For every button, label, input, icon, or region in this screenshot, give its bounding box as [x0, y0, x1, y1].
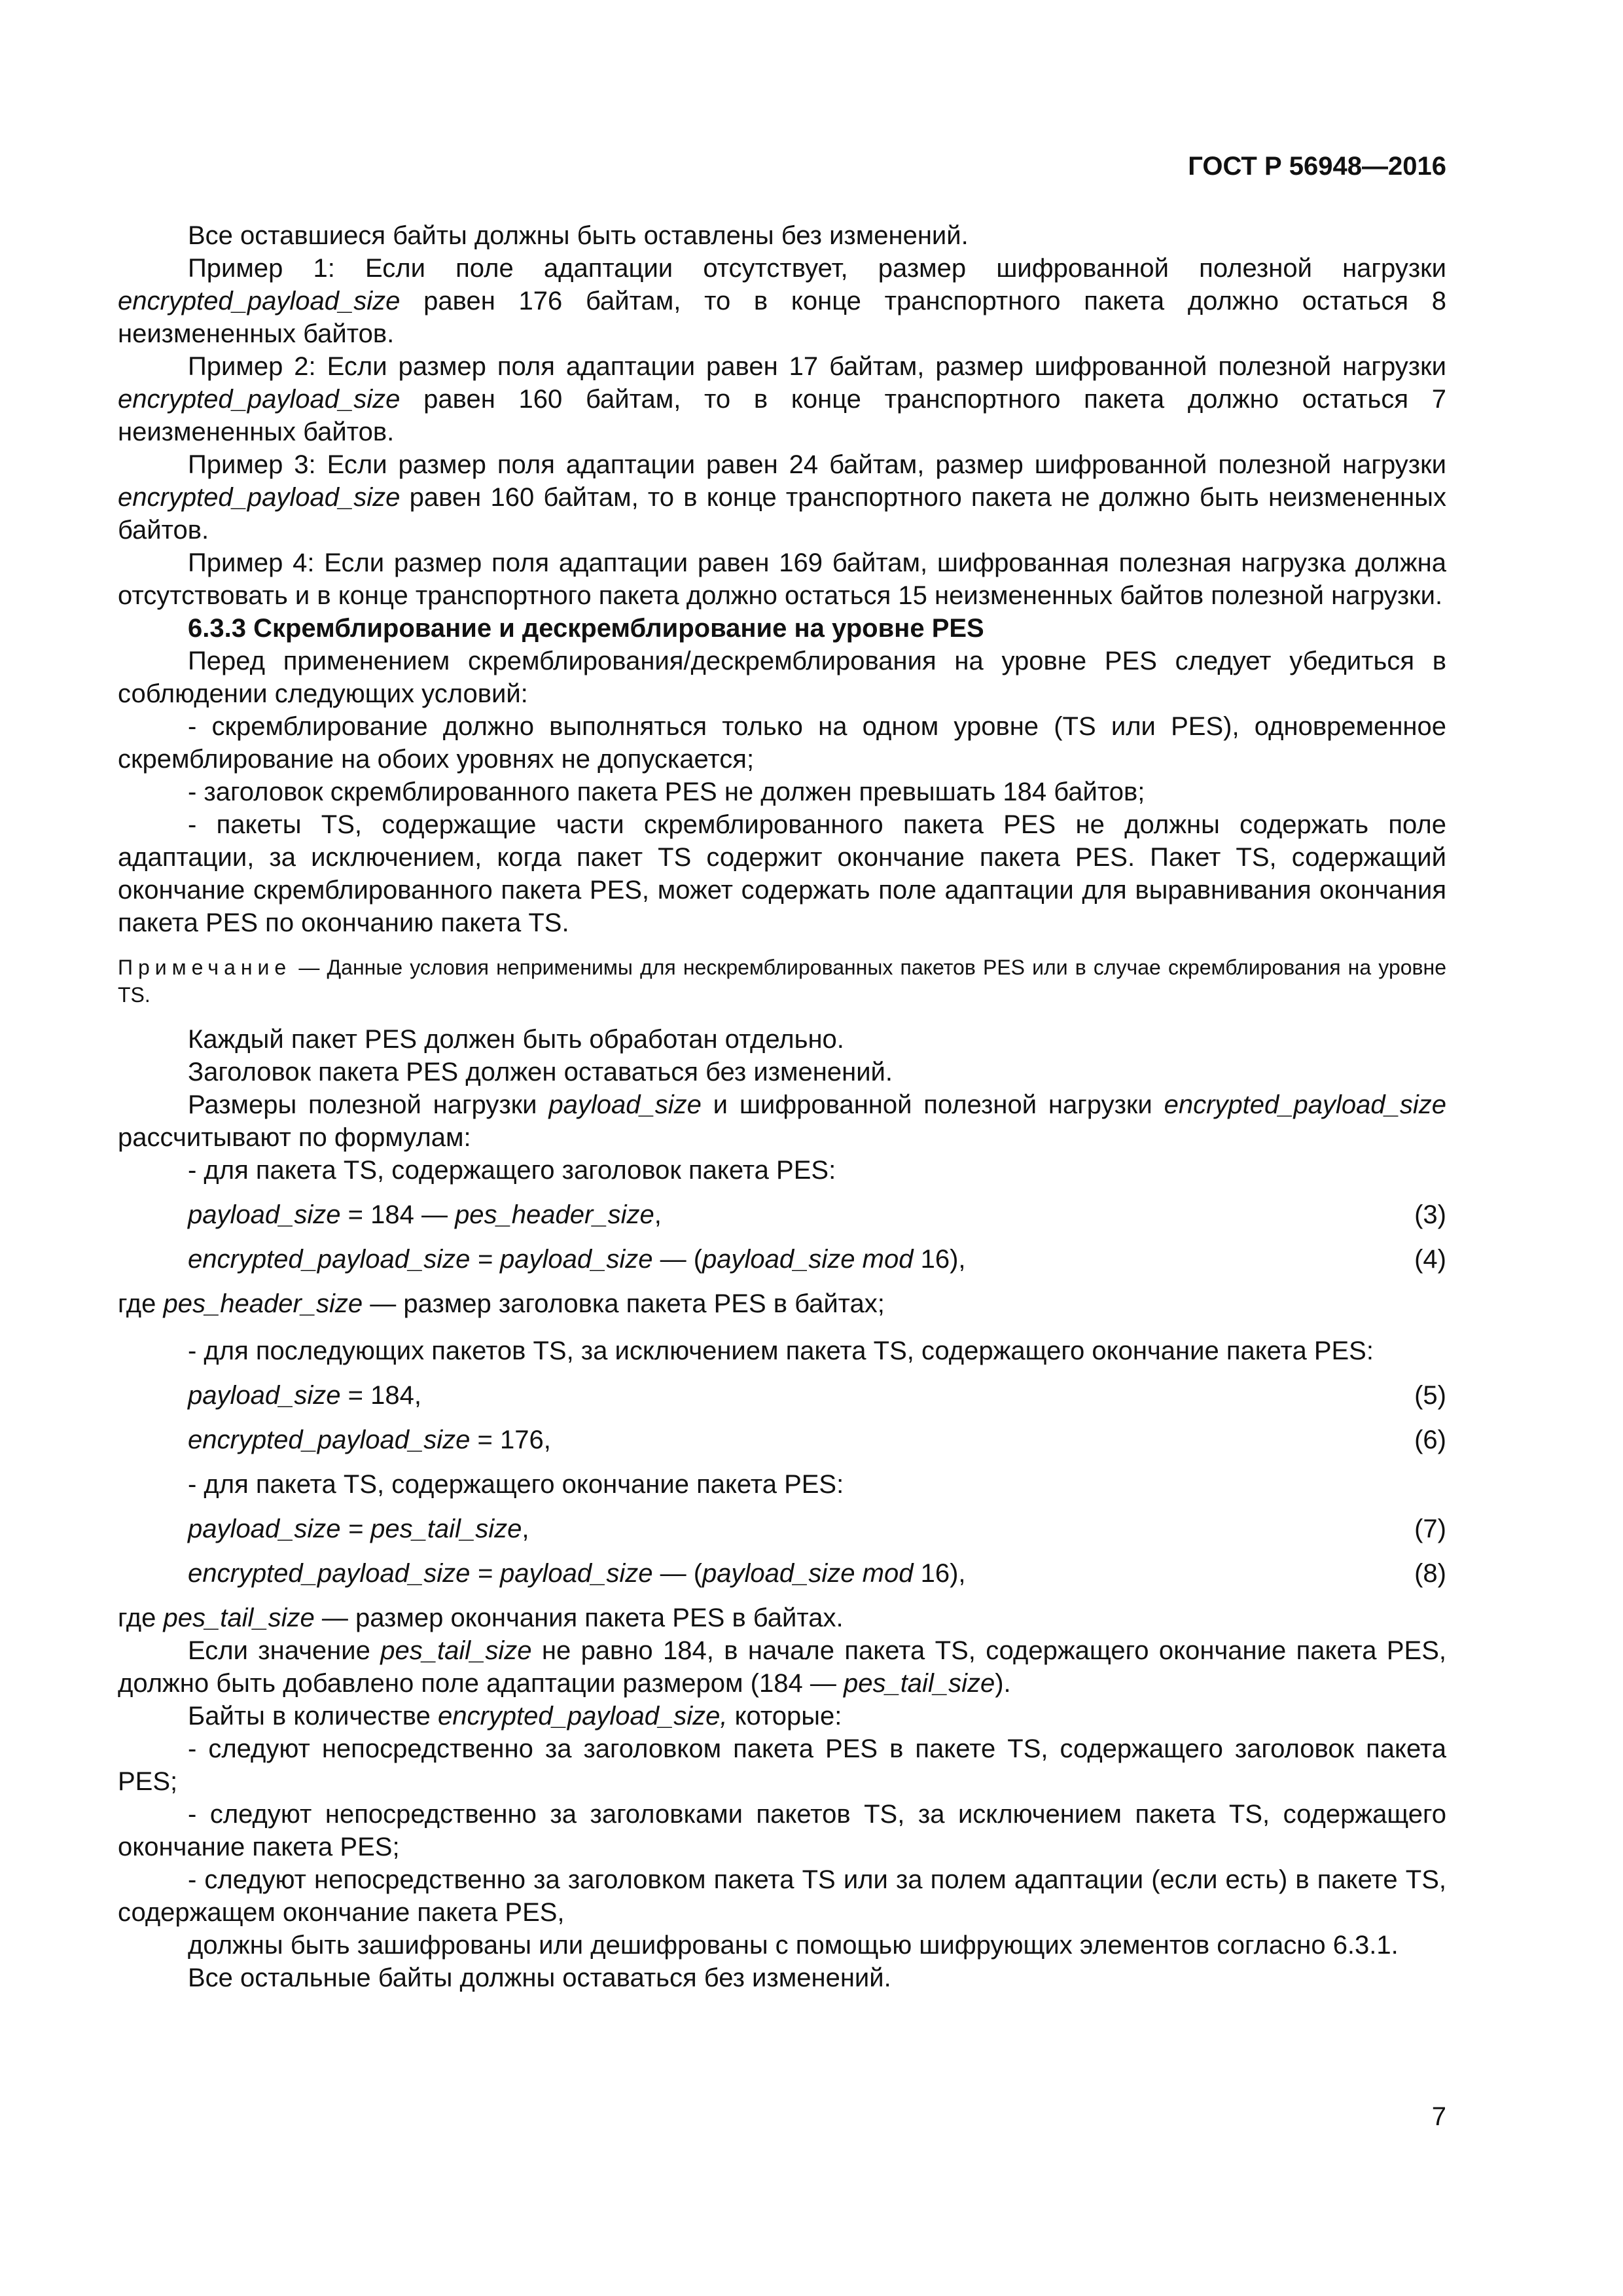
formula-8: encrypted_payload_size = payload_size — (payload_size mod 16), (8)	[118, 1557, 1446, 1590]
paragraph: Перед применением скремблирования/дескремблирования на уровне PES следует убедиться в соблюдении следующих условий:	[118, 647, 1446, 708]
paragraph: Все оставшиеся байты должны быть оставлены без изменений.	[188, 221, 969, 250]
standard-designation: ГОСТ Р 56948—2016	[1188, 152, 1446, 181]
list-item: - следуют непосредственно за заголовком пакета TS или за полем адаптации (если есть) в пакете TS, содержащем окончание пакета PES,	[118, 1865, 1446, 1927]
list-item: - для последующих пакетов TS, за исключением пакета TS, содержащего окончание пакета PES:	[188, 1336, 1374, 1365]
list-item: - для пакета TS, содержащего окончание пакета PES:	[188, 1470, 844, 1499]
formula-3: payload_size = 184 — pes_header_size, (3)	[118, 1198, 1446, 1231]
formula-number: (8)	[1414, 1559, 1446, 1588]
list-item: - заголовок скремблированного пакета PES не должен превышать 184 байтов;	[188, 778, 1145, 806]
note: Примечание — Данные условия неприменимы для нескремблированных пакетов PES или в случае скремблирования на уровне TS.	[118, 956, 1446, 1007]
page-number: 7	[1431, 2102, 1446, 2131]
formula-number: (5)	[1414, 1381, 1446, 1410]
list-item: - пакеты TS, содержащие части скремблированного пакета PES не должны содержать поле адаптации, за исключением, когда пакет TS содержит окончание пакета PES. Пакет TS, содержащий окончание скремблированного пакета PES, может содержать поле адаптации для выравнивания окончания пакета PES по окончанию пакета TS.	[118, 810, 1446, 937]
list-item: - для пакета TS, содержащего заголовок пакета PES:	[188, 1156, 836, 1185]
paragraph: Каждый пакет PES должен быть обработан отдельно.	[188, 1025, 844, 1054]
formula-4: encrypted_payload_size = payload_size — (payload_size mod 16), (4)	[118, 1243, 1446, 1276]
list-item: - следуют непосредственно за заголовком пакета PES в пакете TS, содержащего заголовок пакета PES;	[118, 1734, 1446, 1796]
paragraph: должны быть зашифрованы или дешифрованы с помощью шифрующих элементов согласно 6.3.1.	[188, 1931, 1399, 1960]
list-item: - следуют непосредственно за заголовками пакетов TS, за исключением пакета TS, содержащего окончание пакета PES;	[118, 1800, 1447, 1861]
formula-number: (7)	[1414, 1515, 1446, 1543]
list-item: - скремблирование должно выполняться только на одном уровне (TS или PES), одновременное скремблирование на обоих уровнях не допускается;	[118, 712, 1446, 774]
example-2: Пример 2: Если размер поля адаптации равен 17 байтам, размер шифрованной полезной нагрузки encrypted_payload_size равен 160 байтам, то в конце транспортного пакета должно остаться 7 неизмененных байтов.	[118, 352, 1446, 446]
formula-6: encrypted_payload_size = 176, (6)	[118, 1424, 1446, 1456]
paragraph: Заголовок пакета PES должен оставаться без изменений.	[188, 1058, 893, 1086]
formula-number: (4)	[1414, 1245, 1446, 1274]
paragraph: Размеры полезной нагрузки payload_size и шифрованной полезной нагрузки encrypted_payload_size рассчитывают по формулам:	[118, 1090, 1446, 1152]
note-label: Примечание	[118, 956, 292, 979]
example-1: Пример 1: Если поле адаптации отсутствует, размер шифрованной полезной нагрузки encrypted_payload_size равен 176 байтам, то в конце транспортного пакета должно остаться 8 неизмененных байтов.	[118, 254, 1446, 348]
section-heading: 6.3.3 Скремблирование и дескремблирование на уровне PES	[188, 614, 984, 643]
example-4: Пример 4: Если размер поля адаптации равен 169 байтам, шифрованная полезная нагрузка должна отсутствовать и в конце транспортного пакета должно остаться 15 неизмененных байтов полезной нагрузки.	[118, 548, 1446, 610]
page-content	[118, 219, 1446, 1994]
example-3: Пример 3: Если размер поля адаптации равен 24 байтам, размер шифрованной полезной нагрузки encrypted_payload_size равен 160 байтам, то в конце транспортного пакета не должно быть неизмененных байтов.	[118, 450, 1446, 545]
formula-explanation: где pes_header_size — размер заголовка пакета PES в байтах;	[118, 1289, 885, 1318]
formula-7: payload_size = pes_tail_size, (7)	[118, 1513, 1446, 1545]
paragraph: Байты в количестве encrypted_payload_size, которые:	[188, 1702, 842, 1731]
paragraph: Все остальные байты должны оставаться без изменений.	[188, 1964, 891, 1992]
formula-number: (3)	[1414, 1200, 1446, 1229]
paragraph: Если значение pes_tail_size не равно 184, в начале пакета TS, содержащего окончание пакета PES, должно быть добавлено поле адаптации размером (184 — pes_tail_size).	[118, 1636, 1447, 1698]
formula-5: payload_size = 184, (5)	[118, 1379, 1446, 1412]
formula-number: (6)	[1414, 1426, 1446, 1454]
formula-explanation: где pes_tail_size — размер окончания пакета PES в байтах.	[118, 1604, 844, 1632]
